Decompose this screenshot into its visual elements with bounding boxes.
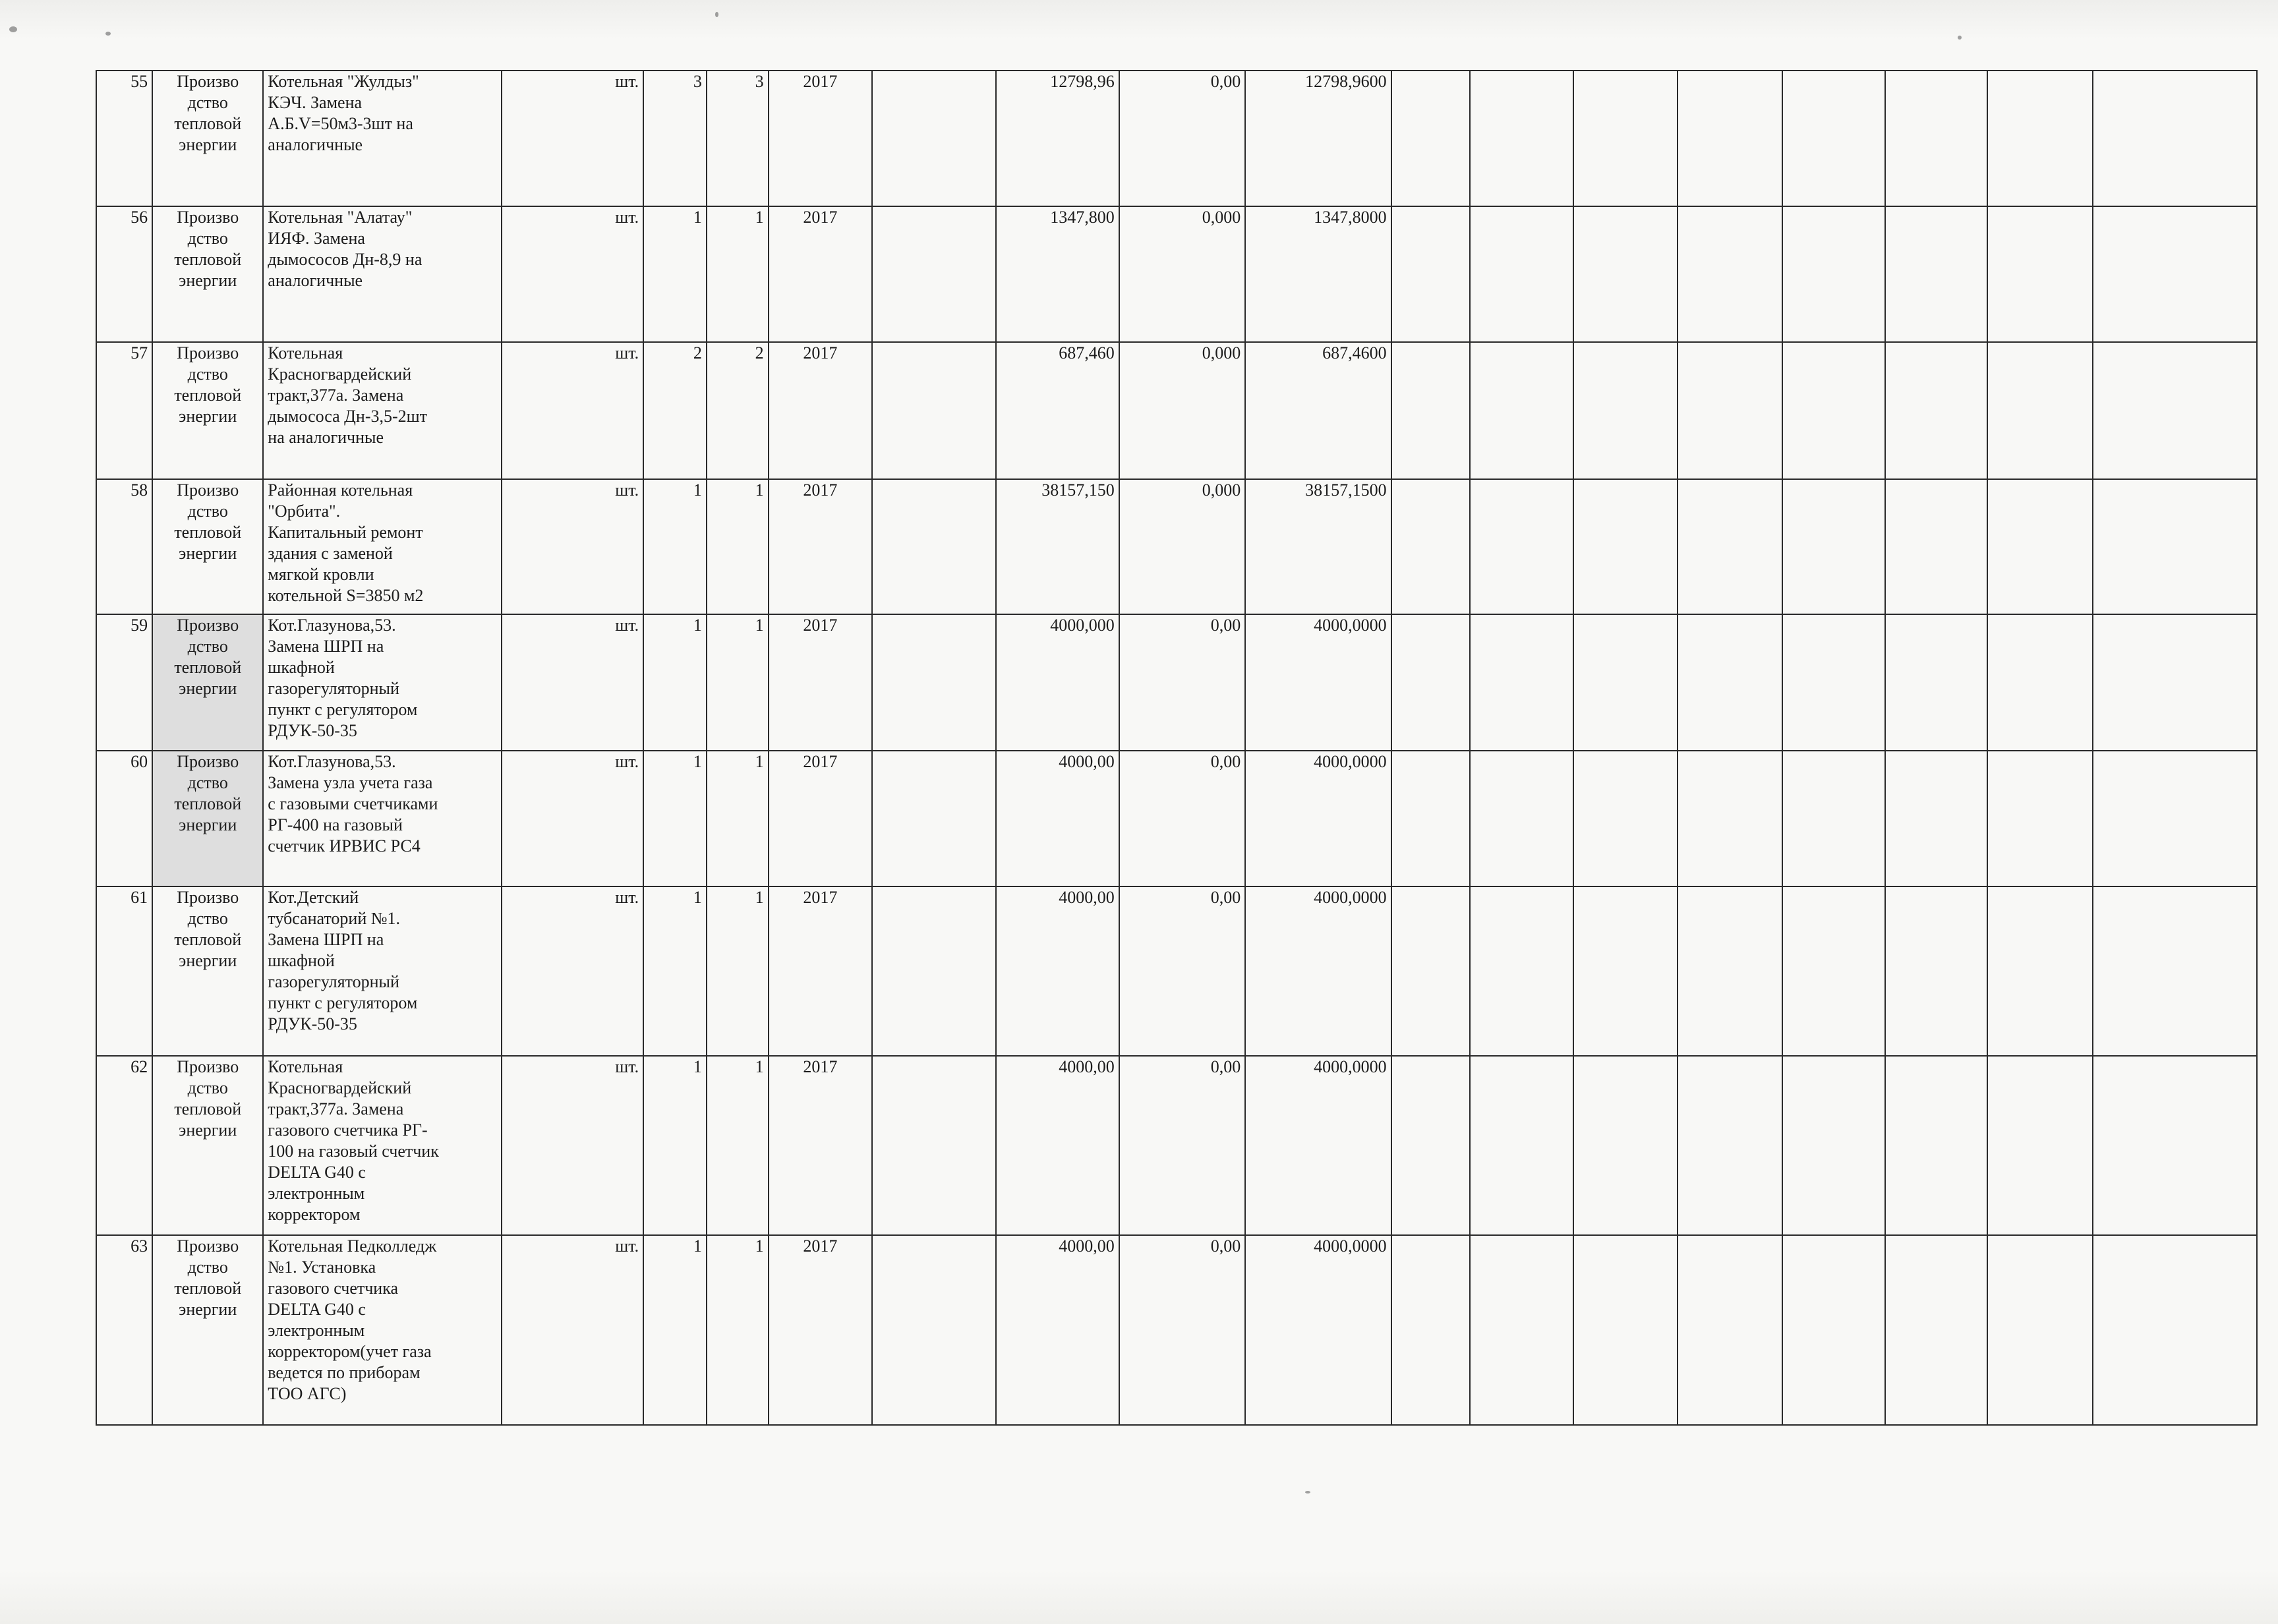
empty-cell bbox=[1573, 1056, 1678, 1235]
year-cell: 2017 bbox=[769, 206, 873, 342]
unit-cell: шт. bbox=[502, 1056, 643, 1235]
empty-cell bbox=[1470, 479, 1574, 614]
empty-cell bbox=[1885, 1235, 1987, 1425]
empty-cell bbox=[2093, 342, 2257, 479]
empty-cell bbox=[872, 206, 996, 342]
amount-cell: 4000,00 bbox=[996, 1235, 1119, 1425]
empty-cell bbox=[872, 614, 996, 751]
empty-cell bbox=[1782, 479, 1884, 614]
empty-cell bbox=[872, 1056, 996, 1235]
empty-cell bbox=[2093, 751, 2257, 886]
empty-cell bbox=[1987, 71, 2093, 206]
empty-cell bbox=[1885, 71, 1987, 206]
scan-speck bbox=[105, 32, 111, 36]
quantity-plan-cell: 1 bbox=[643, 751, 707, 886]
category-cell: Произво дство тепловой энергии bbox=[152, 1056, 263, 1235]
empty-cell bbox=[1678, 751, 1783, 886]
description-cell: Котельная Педколледж №1. Установка газового счетчика DELTA G40 с электронным корректором(учет газа ведется по приборам ТОО АГС) bbox=[263, 1235, 502, 1425]
row-number: 57 bbox=[96, 342, 152, 479]
empty-cell bbox=[1885, 479, 1987, 614]
row-number: 58 bbox=[96, 479, 152, 614]
category-cell: Произво дство тепловой энергии bbox=[152, 342, 263, 479]
empty-cell bbox=[1987, 206, 2093, 342]
data-table bbox=[96, 70, 2258, 1426]
empty-cell bbox=[1885, 751, 1987, 886]
unit-cell: шт. bbox=[502, 1235, 643, 1425]
row-number: 55 bbox=[96, 71, 152, 206]
category-cell: Произво дство тепловой энергии bbox=[152, 479, 263, 614]
empty-cell bbox=[1678, 342, 1783, 479]
empty-cell bbox=[1678, 206, 1783, 342]
quantity-fact-cell: 1 bbox=[707, 1235, 769, 1425]
amount-cell: 4000,00 bbox=[996, 886, 1119, 1056]
year-cell: 2017 bbox=[769, 614, 873, 751]
empty-cell bbox=[2093, 71, 2257, 206]
empty-cell bbox=[1782, 1056, 1884, 1235]
empty-cell bbox=[1573, 206, 1678, 342]
amount-cell: 4000,00 bbox=[996, 1056, 1119, 1235]
amount-cell: 12798,96 bbox=[996, 71, 1119, 206]
unit-cell: шт. bbox=[502, 206, 643, 342]
amount-cell: 1347,800 bbox=[996, 206, 1119, 342]
description-cell: Котельная Красногвардейский тракт,377а. Замена дымососа Дн-3,5-2шт на аналогичные bbox=[263, 342, 502, 479]
quantity-plan-cell: 3 bbox=[643, 71, 707, 206]
table-row bbox=[96, 1235, 2257, 1425]
row-number: 61 bbox=[96, 886, 152, 1056]
empty-cell bbox=[1470, 342, 1574, 479]
empty-cell bbox=[1573, 751, 1678, 886]
quantity-fact-cell: 1 bbox=[707, 479, 769, 614]
row-number: 59 bbox=[96, 614, 152, 751]
table-row bbox=[96, 614, 2257, 751]
empty-cell bbox=[1573, 886, 1678, 1056]
empty-cell bbox=[872, 1235, 996, 1425]
quantity-plan-cell: 1 bbox=[643, 479, 707, 614]
table-body bbox=[96, 71, 2257, 1425]
quantity-plan-cell: 1 bbox=[643, 1235, 707, 1425]
quantity-plan-cell: 1 bbox=[643, 614, 707, 751]
description-cell: Районная котельная "Орбита". Капитальный ремонт здания с заменой мягкой кровли котельной S=3850 м2 bbox=[263, 479, 502, 614]
scan-speck bbox=[1305, 1491, 1310, 1494]
description-cell: Кот.Глазунова,53. Замена ШРП на шкафной газорегуляторный пункт с регулятором РДУК-50-35 bbox=[263, 614, 502, 751]
empty-cell bbox=[2093, 1235, 2257, 1425]
amount-cell: 0,000 bbox=[1119, 342, 1246, 479]
quantity-plan-cell: 1 bbox=[643, 206, 707, 342]
description-cell: Котельная "Жулдыз" КЭЧ. Замена А.Б.V=50м3-3шт на аналогичные bbox=[263, 71, 502, 206]
empty-cell bbox=[1391, 479, 1470, 614]
category-cell: Произво дство тепловой энергии bbox=[152, 1235, 263, 1425]
empty-cell bbox=[1391, 1235, 1470, 1425]
year-cell: 2017 bbox=[769, 342, 873, 479]
amount-cell: 0,00 bbox=[1119, 886, 1246, 1056]
empty-cell bbox=[1470, 1056, 1574, 1235]
category-cell: Произво дство тепловой энергии bbox=[152, 71, 263, 206]
empty-cell bbox=[872, 71, 996, 206]
unit-cell: шт. bbox=[502, 342, 643, 479]
year-cell: 2017 bbox=[769, 886, 873, 1056]
empty-cell bbox=[1470, 206, 1574, 342]
empty-cell bbox=[1470, 886, 1574, 1056]
unit-cell: шт. bbox=[502, 479, 643, 614]
empty-cell bbox=[2093, 206, 2257, 342]
year-cell: 2017 bbox=[769, 1056, 873, 1235]
empty-cell bbox=[1782, 614, 1884, 751]
category-cell: Произво дство тепловой энергии bbox=[152, 206, 263, 342]
description-cell: Котельная "Алатау" ИЯФ. Замена дымососов Дн-8,9 на аналогичные bbox=[263, 206, 502, 342]
empty-cell bbox=[1573, 342, 1678, 479]
empty-cell bbox=[1885, 614, 1987, 751]
empty-cell bbox=[1782, 206, 1884, 342]
amount-cell: 38157,150 bbox=[996, 479, 1119, 614]
empty-cell bbox=[1678, 886, 1783, 1056]
empty-cell bbox=[1470, 614, 1574, 751]
empty-cell bbox=[1987, 1235, 2093, 1425]
amount-cell: 0,00 bbox=[1119, 71, 1246, 206]
empty-cell bbox=[1470, 1235, 1574, 1425]
table-row bbox=[96, 1056, 2257, 1235]
empty-cell bbox=[1885, 886, 1987, 1056]
empty-cell bbox=[1391, 71, 1470, 206]
amount-total-cell: 4000,0000 bbox=[1245, 751, 1391, 886]
year-cell: 2017 bbox=[769, 1235, 873, 1425]
empty-cell bbox=[2093, 479, 2257, 614]
unit-cell: шт. bbox=[502, 751, 643, 886]
amount-total-cell: 1347,8000 bbox=[1245, 206, 1391, 342]
quantity-fact-cell: 1 bbox=[707, 1056, 769, 1235]
amount-total-cell: 38157,1500 bbox=[1245, 479, 1391, 614]
empty-cell bbox=[2093, 886, 2257, 1056]
quantity-plan-cell: 1 bbox=[643, 886, 707, 1056]
empty-cell bbox=[1391, 342, 1470, 479]
row-number: 60 bbox=[96, 751, 152, 886]
empty-cell bbox=[1885, 342, 1987, 479]
category-cell: Произво дство тепловой энергии bbox=[152, 886, 263, 1056]
amount-cell: 4000,00 bbox=[996, 751, 1119, 886]
amount-cell: 0,00 bbox=[1119, 1235, 1246, 1425]
amount-total-cell: 12798,9600 bbox=[1245, 71, 1391, 206]
table-row bbox=[96, 71, 2257, 206]
empty-cell bbox=[872, 886, 996, 1056]
empty-cell bbox=[1573, 614, 1678, 751]
amount-total-cell: 4000,0000 bbox=[1245, 1235, 1391, 1425]
empty-cell bbox=[1782, 342, 1884, 479]
quantity-fact-cell: 1 bbox=[707, 886, 769, 1056]
empty-cell bbox=[872, 479, 996, 614]
empty-cell bbox=[1391, 1056, 1470, 1235]
quantity-fact-cell: 2 bbox=[707, 342, 769, 479]
scan-speck bbox=[715, 12, 718, 17]
empty-cell bbox=[872, 342, 996, 479]
quantity-fact-cell: 1 bbox=[707, 751, 769, 886]
description-cell: Кот.Глазунова,53. Замена узла учета газа с газовыми счетчиками РГ-400 на газовый счетчик ИРВИС РС4 bbox=[263, 751, 502, 886]
empty-cell bbox=[1678, 1056, 1783, 1235]
empty-cell bbox=[1678, 1235, 1783, 1425]
unit-cell: шт. bbox=[502, 886, 643, 1056]
year-cell: 2017 bbox=[769, 751, 873, 886]
year-cell: 2017 bbox=[769, 71, 873, 206]
table-row bbox=[96, 751, 2257, 886]
year-cell: 2017 bbox=[769, 479, 873, 614]
unit-cell: шт. bbox=[502, 614, 643, 751]
empty-cell bbox=[1987, 886, 2093, 1056]
amount-cell: 0,000 bbox=[1119, 206, 1246, 342]
amount-total-cell: 4000,0000 bbox=[1245, 886, 1391, 1056]
quantity-plan-cell: 2 bbox=[643, 342, 707, 479]
row-number: 63 bbox=[96, 1235, 152, 1425]
empty-cell bbox=[1782, 886, 1884, 1056]
empty-cell bbox=[1573, 1235, 1678, 1425]
amount-cell: 0,00 bbox=[1119, 614, 1246, 751]
amount-cell: 687,460 bbox=[996, 342, 1119, 479]
quantity-fact-cell: 1 bbox=[707, 206, 769, 342]
table-row bbox=[96, 342, 2257, 479]
empty-cell bbox=[1987, 751, 2093, 886]
category-cell: Произво дство тепловой энергии bbox=[152, 751, 263, 886]
empty-cell bbox=[1885, 1056, 1987, 1235]
table-row bbox=[96, 479, 2257, 614]
amount-total-cell: 687,4600 bbox=[1245, 342, 1391, 479]
row-number: 56 bbox=[96, 206, 152, 342]
quantity-fact-cell: 3 bbox=[707, 71, 769, 206]
empty-cell bbox=[2093, 614, 2257, 751]
description-cell: Кот.Детский тубсанаторий №1. Замена ШРП на шкафной газорегуляторный пункт с регулятором РДУК-50-35 bbox=[263, 886, 502, 1056]
empty-cell bbox=[1470, 71, 1574, 206]
empty-cell bbox=[1391, 614, 1470, 751]
empty-cell bbox=[1987, 479, 2093, 614]
amount-total-cell: 4000,0000 bbox=[1245, 614, 1391, 751]
empty-cell bbox=[1782, 71, 1884, 206]
unit-cell: шт. bbox=[502, 71, 643, 206]
scan-speck bbox=[9, 26, 17, 32]
empty-cell bbox=[1885, 206, 1987, 342]
amount-cell: 0,00 bbox=[1119, 1056, 1246, 1235]
table-row bbox=[96, 206, 2257, 342]
empty-cell bbox=[1678, 479, 1783, 614]
empty-cell bbox=[1782, 1235, 1884, 1425]
quantity-plan-cell: 1 bbox=[643, 1056, 707, 1235]
empty-cell bbox=[1573, 71, 1678, 206]
empty-cell bbox=[1782, 751, 1884, 886]
empty-cell bbox=[1987, 1056, 2093, 1235]
empty-cell bbox=[1573, 479, 1678, 614]
empty-cell bbox=[1470, 751, 1574, 886]
scan-speck bbox=[1958, 36, 1962, 40]
amount-cell: 0,000 bbox=[1119, 479, 1246, 614]
empty-cell bbox=[872, 751, 996, 886]
row-number: 62 bbox=[96, 1056, 152, 1235]
quantity-fact-cell: 1 bbox=[707, 614, 769, 751]
empty-cell bbox=[1678, 614, 1783, 751]
amount-cell: 4000,000 bbox=[996, 614, 1119, 751]
empty-cell bbox=[2093, 1056, 2257, 1235]
empty-cell bbox=[1391, 886, 1470, 1056]
amount-total-cell: 4000,0000 bbox=[1245, 1056, 1391, 1235]
table-row bbox=[96, 886, 2257, 1056]
category-cell: Произво дство тепловой энергии bbox=[152, 614, 263, 751]
amount-cell: 0,00 bbox=[1119, 751, 1246, 886]
empty-cell bbox=[1987, 614, 2093, 751]
empty-cell bbox=[1987, 342, 2093, 479]
empty-cell bbox=[1678, 71, 1783, 206]
empty-cell bbox=[1391, 206, 1470, 342]
empty-cell bbox=[1391, 751, 1470, 886]
description-cell: Котельная Красногвардейский тракт,377а. Замена газового счетчика РГ- 100 на газовый счетчик DELTA G40 с электронным корректором bbox=[263, 1056, 502, 1235]
